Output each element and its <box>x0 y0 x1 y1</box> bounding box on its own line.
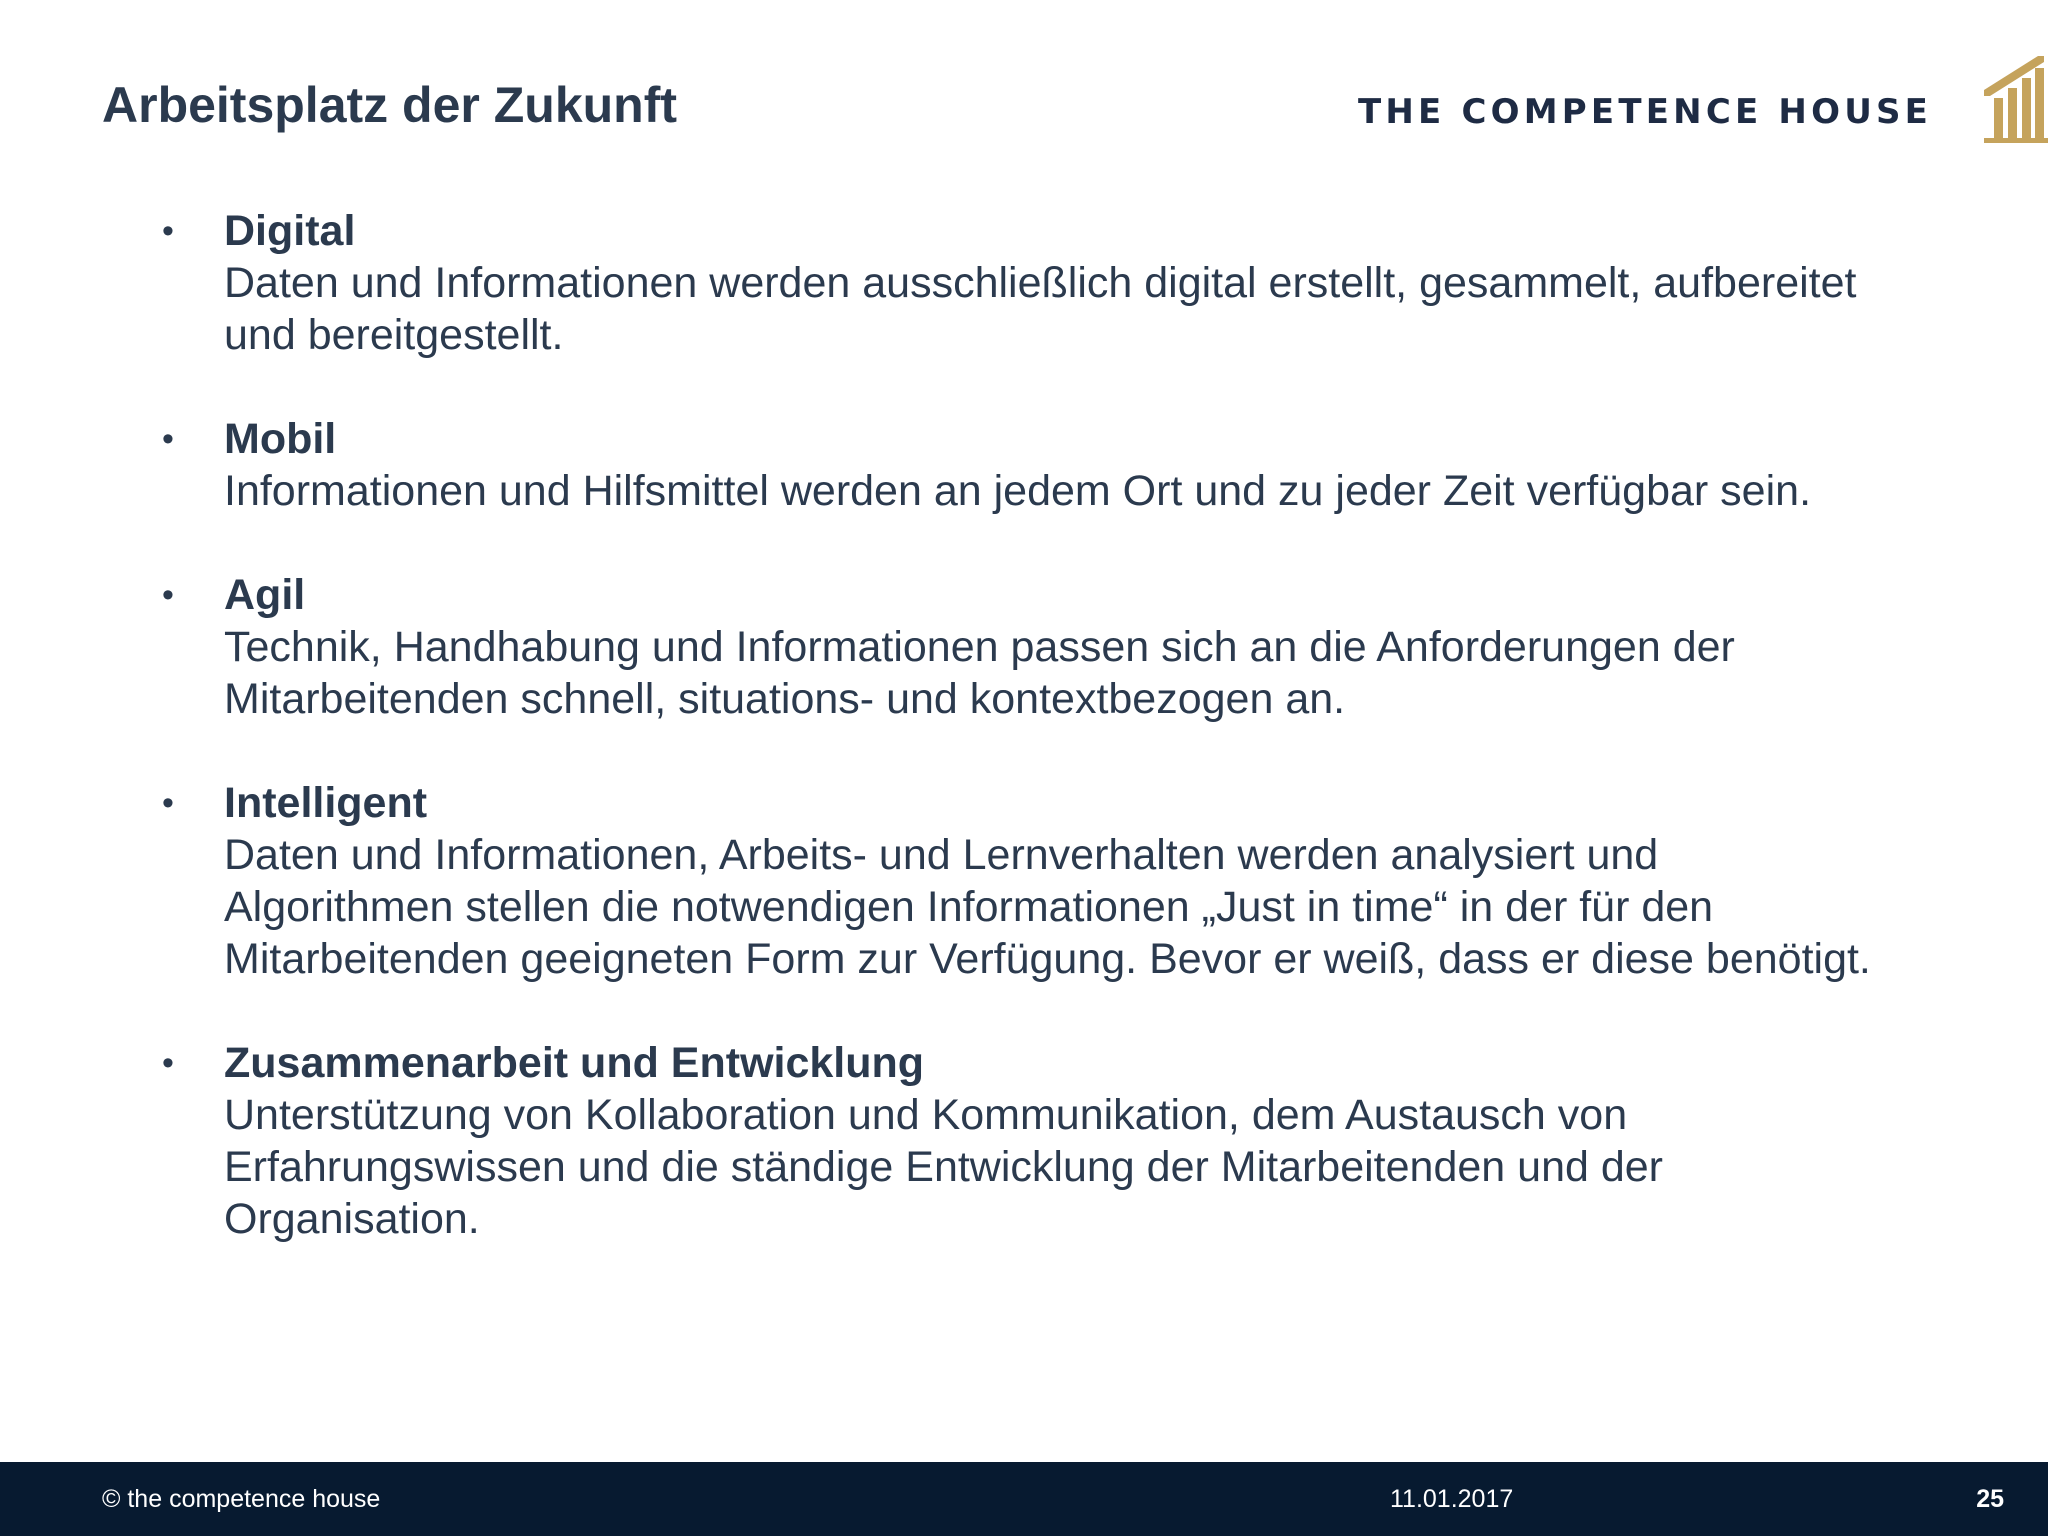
house-pillars-icon <box>1980 52 2048 144</box>
bullet-item-intelligent <box>160 777 1880 985</box>
bullet-dot-icon: • <box>162 784 174 822</box>
bullet-text: Daten und Informationen werden ausschließlich digital erstellt, gesammelt, aufbereitet und bereitgestellt. <box>224 259 1857 359</box>
bullet-text: Technik, Handhabung und Informationen passen sich an die Anforderungen der Mitarbeitenden schnell, situations- und kontextbezogen an. <box>224 623 1735 723</box>
company-logo <box>1358 52 2048 152</box>
bullet-heading: Intelligent <box>224 779 428 827</box>
bullet-heading: Digital <box>224 207 356 255</box>
bullet-item-agil <box>160 569 1880 725</box>
footer-copyright: © the competence house <box>102 1485 381 1513</box>
bullet-heading: Mobil <box>224 415 337 463</box>
bullet-item-digital <box>160 205 1880 361</box>
bullet-item-zusammenarbeit <box>160 1037 1880 1245</box>
bullet-item-mobil <box>160 413 1880 517</box>
footer-date: 11.01.2017 <box>1390 1485 1514 1513</box>
slide-title: Arbeitsplatz der Zukunft <box>102 77 678 133</box>
footer-bar <box>0 1462 2048 1536</box>
logo-wordmark: THE COMPETENCE HOUSE <box>1358 92 1933 132</box>
bullet-list <box>160 205 1880 1297</box>
bullet-heading: Zusammenarbeit und Entwicklung <box>224 1039 925 1087</box>
page-number: 25 <box>1976 1485 2004 1513</box>
bullet-text: Unterstützung von Kollaboration und Kommunikation, dem Austausch von Erfahrungswissen und die ständige Entwicklung der Mitarbeitenden und der Organisation. <box>224 1091 1663 1243</box>
bullet-dot-icon: • <box>162 576 174 614</box>
bullet-dot-icon: • <box>162 420 174 458</box>
bullet-dot-icon: • <box>162 1044 174 1082</box>
bullet-text: Informationen und Hilfsmittel werden an jedem Ort und zu jeder Zeit verfügbar sein. <box>224 467 1812 515</box>
bullet-text: Daten und Informationen, Arbeits- und Lernverhalten werden analysiert und Algorithmen stellen die notwendigen Informationen „Just in time“ in der für den Mitarbeitenden geeigneten Form zur Verfügung. Bevor er weiß, dass er diese benötigt. <box>224 831 1871 983</box>
bullet-dot-icon: • <box>162 212 174 250</box>
bullet-heading: Agil <box>224 571 306 619</box>
